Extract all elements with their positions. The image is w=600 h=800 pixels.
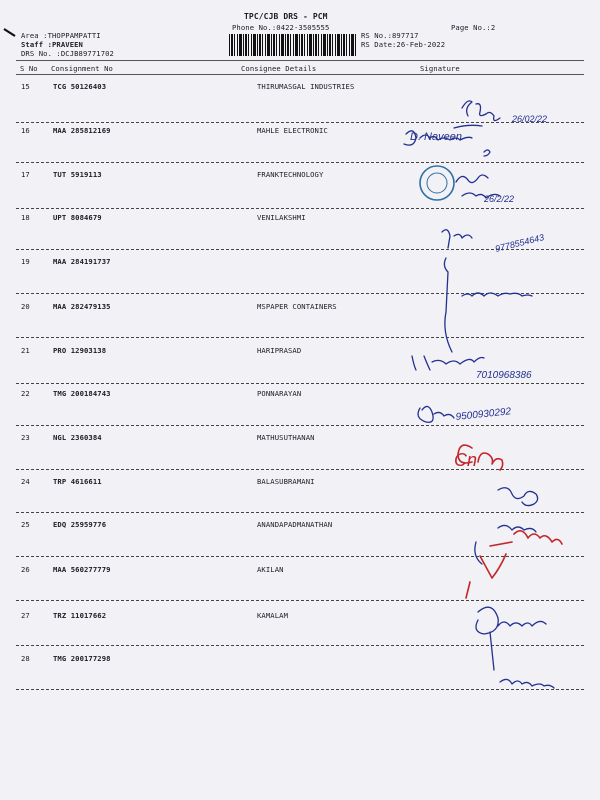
signature-26	[466, 554, 506, 598]
phone-number: Phone No.:0422-3505555	[232, 23, 330, 32]
row-sno: 17	[21, 170, 30, 179]
signature-28	[500, 679, 554, 688]
row-sno: 16	[21, 126, 30, 135]
handwriting-phone-22: 9500930292	[455, 406, 512, 423]
row-consignment: TCG 50126403	[53, 82, 107, 91]
column-consignee: Consignee Details	[241, 64, 317, 73]
row-sno: 22	[21, 389, 30, 398]
signature-25-red	[490, 531, 562, 546]
row-consignment: TRZ 11017662	[53, 611, 107, 620]
row-consignee: AKILAN	[257, 565, 284, 574]
row-sno: 21	[21, 346, 30, 355]
row-sno: 15	[21, 82, 30, 91]
row-sno: 25	[21, 520, 30, 529]
row-sno: 27	[21, 611, 30, 620]
row-sno: 24	[21, 477, 30, 486]
drs-number: DRS No. :DCJB89771702	[21, 49, 114, 58]
signature-22	[418, 406, 454, 422]
row-sno: 20	[21, 302, 30, 311]
handwriting-name-16: D. Naveen	[410, 131, 462, 143]
row-consignment: EDQ 25959776	[53, 520, 107, 529]
row-consignee: MSPAPER CONTAINERS	[257, 302, 337, 311]
row-consignment: MAA 284191737	[53, 257, 111, 266]
document-title: TPC/CJB DRS - PCM	[244, 12, 328, 21]
signature-27	[476, 607, 546, 634]
row-consignment: MAA 282479135	[53, 302, 111, 311]
column-signature: Signature	[420, 64, 460, 73]
row-consignee: PONNARAYAN	[257, 389, 302, 398]
handwriting-date-17: 26/2/22	[484, 194, 515, 204]
stamp-icon	[420, 166, 454, 200]
handwriting-date-15: 26/02/22	[512, 114, 548, 124]
handwriting-mark-23: Cn	[454, 450, 478, 470]
row-consignee: MAHLE ELECTRONIC	[257, 126, 328, 135]
row-consignee: VENILAKSHMI	[257, 213, 306, 222]
signature-21	[412, 356, 484, 370]
signature-20	[462, 293, 532, 296]
row-consignee: FRANKTECHNOLOGY	[257, 170, 324, 179]
row-consignee: BALASUBRAMANI	[257, 477, 315, 486]
column-consignment: Consignment No	[51, 64, 113, 73]
row-consignment: NGL 2360384	[53, 433, 102, 442]
signature-18	[442, 230, 472, 248]
row-consignee: MATHUSUTHANAN	[257, 433, 315, 442]
row-sno: 26	[21, 565, 30, 574]
signature-24	[498, 488, 538, 506]
row-sno: 28	[21, 654, 30, 663]
signature-25	[475, 525, 536, 564]
row-consignment: PRO 12903138	[53, 346, 107, 355]
row-consignee: ANANDAPADMANATHAN	[257, 520, 333, 529]
row-consignee: THIRUMASGAL INDUSTRIES	[257, 82, 355, 91]
row-sno: 23	[21, 433, 30, 442]
area-label: Area :THOPPAMPATTI	[21, 31, 101, 40]
row-consignment: MAA 560277779	[53, 565, 111, 574]
row-sno: 18	[21, 213, 30, 222]
row-consignment: TMG 200177298	[53, 654, 111, 663]
row-consignee: HARIPRASAD	[257, 346, 302, 355]
rs-number: RS No.:897717	[361, 31, 419, 40]
row-consignment: MAA 285812169	[53, 126, 111, 135]
row-consignee: KAMALAM	[257, 611, 288, 620]
staff-label: Staff :PRAVEEN	[21, 40, 83, 49]
row-sno: 19	[21, 257, 30, 266]
row-consignment: TRP 4616611	[53, 477, 102, 486]
signature-19	[444, 258, 452, 352]
row-consignment: TUT 5919113	[53, 170, 102, 179]
handwriting-phone-21: 7010968386	[476, 370, 532, 381]
signature-15	[462, 101, 500, 121]
rs-date: RS Date:26-Feb-2022	[361, 40, 446, 49]
row-consignment: UPT 8084679	[53, 213, 102, 222]
page-number: Page No.:2	[451, 23, 496, 32]
handwriting-phone-18: 9778554643	[494, 232, 546, 254]
column-sno: S No	[20, 64, 38, 73]
row-consignment: TMG 200184743	[53, 389, 111, 398]
